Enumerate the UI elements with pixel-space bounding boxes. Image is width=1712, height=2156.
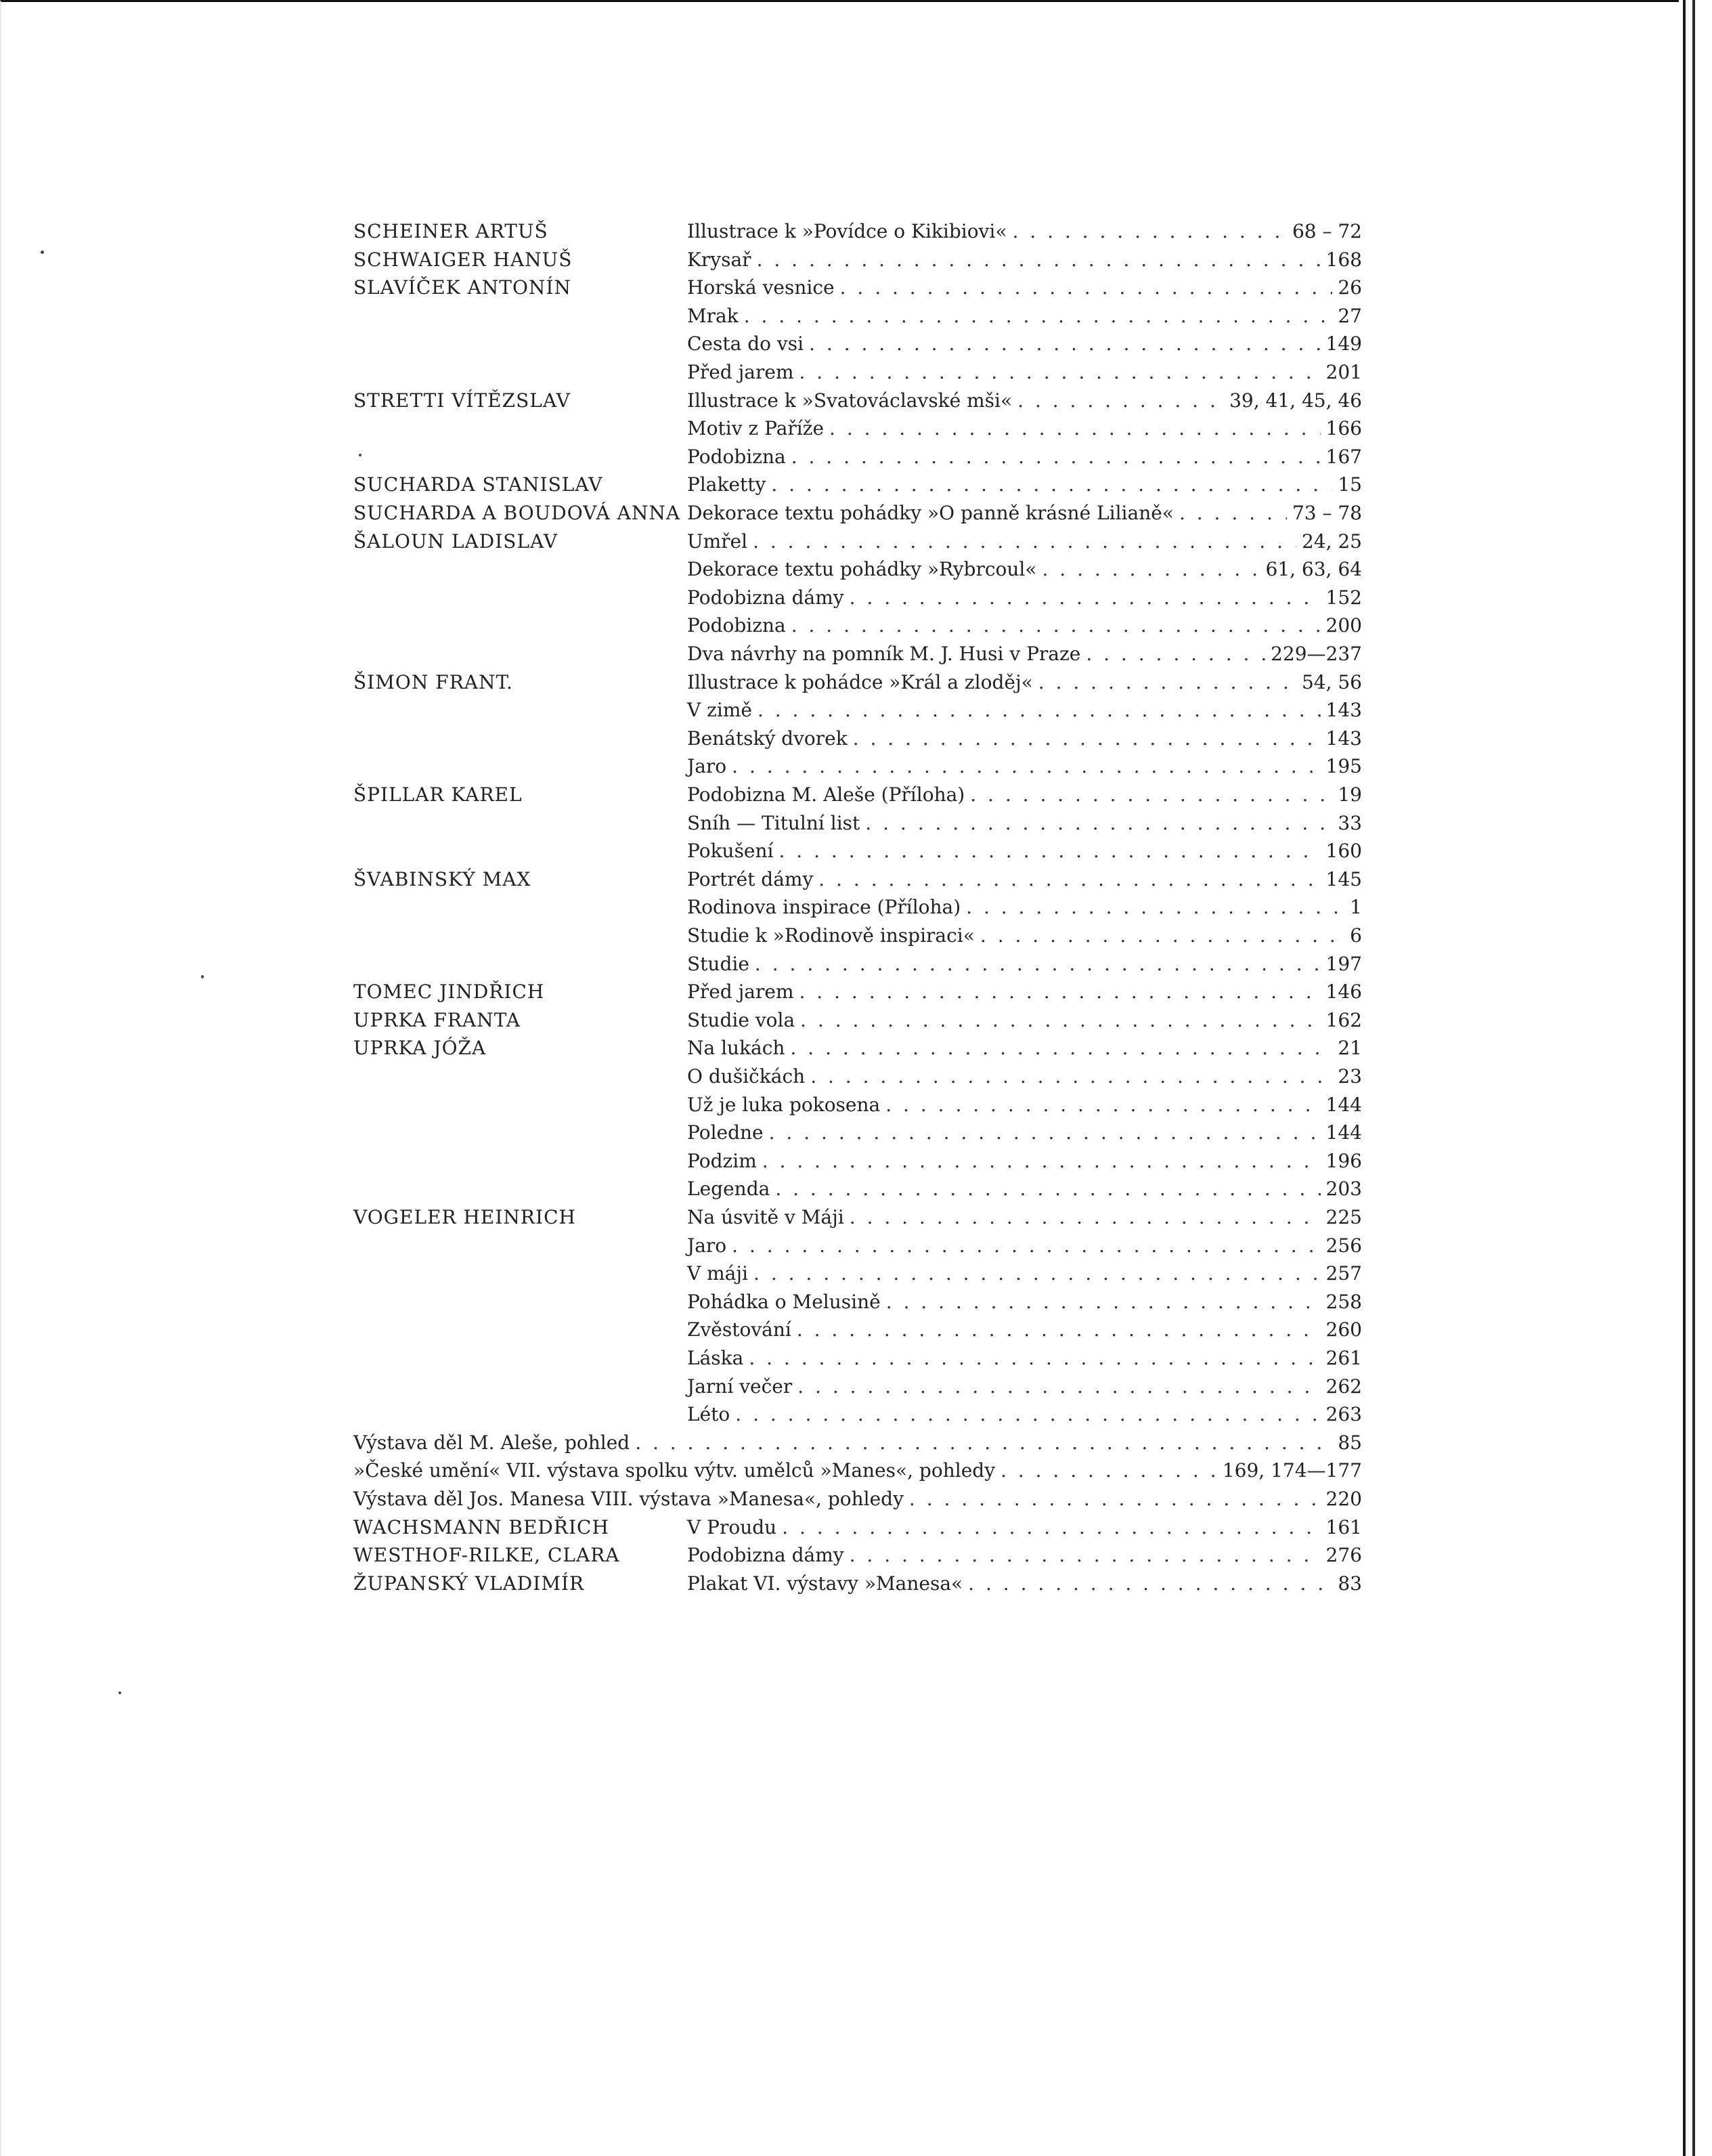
index-row: [353, 612, 1362, 639]
work-title: Poledne: [687, 1121, 764, 1144]
work-title: Cesta do vsi: [687, 332, 804, 355]
page-numbers: 220: [1325, 1488, 1362, 1510]
page-numbers: 166: [1325, 417, 1362, 439]
page-numbers: 15: [1338, 473, 1362, 496]
work-entry: [687, 359, 1362, 386]
work-entry: [687, 951, 1362, 978]
index-row: [353, 1063, 1362, 1090]
work-entry: [687, 753, 1362, 780]
artist-name: ŽUPANSKÝ VLADIMÍR: [353, 1572, 585, 1595]
work-entry: [687, 1035, 1362, 1062]
dot-leader: [771, 471, 1332, 498]
index-row: [353, 1514, 1362, 1541]
work-title: Podobizna dámy: [687, 586, 844, 609]
index-row: [353, 810, 1362, 837]
page-numbers: 225: [1325, 1206, 1362, 1228]
index-row: [353, 753, 1362, 780]
work-entry: [687, 246, 1362, 274]
page-numbers: 143: [1325, 699, 1362, 721]
index-row: [353, 951, 1362, 978]
index-row: [353, 444, 1362, 471]
work-title: V máji: [687, 1262, 749, 1285]
work-title: Před jarem: [687, 361, 794, 383]
index-row: [353, 1035, 1362, 1062]
page-numbers: 152: [1325, 586, 1362, 609]
work-entry: [687, 1401, 1362, 1428]
index-row: [353, 1345, 1362, 1372]
work-title: Zvěstování: [687, 1318, 791, 1341]
dot-leader: [1179, 500, 1287, 527]
dot-leader: [809, 330, 1321, 358]
dot-leader: [800, 1007, 1320, 1034]
dot-leader: [799, 359, 1321, 386]
dot-leader: [1001, 1457, 1217, 1484]
work-entry: [687, 725, 1362, 752]
work-title: Podobizna: [687, 446, 786, 468]
page-numbers: 262: [1325, 1375, 1362, 1398]
index-row: [353, 528, 1362, 555]
page-numbers: 6: [1350, 924, 1362, 947]
dot-leader: [775, 1176, 1320, 1203]
work-entry: [687, 838, 1362, 865]
work-entry: [353, 1457, 1362, 1484]
dot-leader: [749, 1345, 1320, 1372]
page-numbers: 26: [1338, 276, 1362, 299]
artist-name: VOGELER HEINRICH: [353, 1206, 576, 1228]
dot-leader: [885, 1092, 1320, 1119]
dot-leader: [1017, 387, 1224, 414]
index-row: [353, 1373, 1362, 1400]
work-entry: [687, 810, 1362, 837]
page-numbers: 162: [1325, 1009, 1362, 1031]
page-numbers: 68 – 72: [1292, 220, 1362, 242]
page-numbers: 200: [1325, 614, 1362, 637]
index-row: [353, 641, 1362, 668]
dot-leader: [744, 303, 1333, 330]
work-entry: [687, 1345, 1362, 1372]
dot-leader: [840, 274, 1333, 301]
index-row: [353, 359, 1362, 386]
page-numbers: 61, 63, 64: [1265, 558, 1362, 580]
work-title: Podzim: [687, 1150, 757, 1172]
dot-leader: [865, 810, 1332, 837]
work-entry: [687, 415, 1362, 442]
work-title: Illustrace k pohádce »Král a zloděj«: [687, 671, 1033, 693]
page-numbers: 229—237: [1271, 643, 1362, 665]
work-title: Jarní večer: [687, 1375, 793, 1398]
index-row: [353, 866, 1362, 893]
index-row: [353, 303, 1362, 330]
work-title: Před jarem: [687, 980, 794, 1003]
dot-leader: [850, 1204, 1321, 1231]
work-entry: [687, 1204, 1362, 1231]
work-title: Sníh — Titulní list: [687, 812, 860, 834]
index-row: [353, 415, 1362, 442]
page-numbers: 144: [1325, 1121, 1362, 1144]
dot-leader: [753, 528, 1296, 555]
work-entry: [687, 471, 1362, 498]
work-entry: [687, 1260, 1362, 1287]
index-row: [353, 387, 1362, 414]
work-title: Studie k »Rodinově inspiraci«: [687, 924, 975, 947]
work-entry: [687, 274, 1362, 301]
work-entry: [687, 1316, 1362, 1343]
dot-leader: [797, 1316, 1321, 1343]
work-title: Plaketty: [687, 473, 766, 496]
book-binding-edge: [1679, 0, 1712, 2156]
dot-leader: [818, 866, 1320, 893]
page-numbers: 85: [1338, 1431, 1362, 1454]
page-numbers: 144: [1325, 1094, 1362, 1116]
artist-name: ŠIMON FRANT.: [353, 671, 513, 693]
index-row: [353, 1260, 1362, 1287]
index-row: [353, 1176, 1362, 1203]
index-row: [353, 1570, 1362, 1597]
index-row: [353, 584, 1362, 611]
dot-leader: [782, 1514, 1320, 1541]
index-row: [353, 556, 1362, 583]
work-title: Podobizna: [687, 614, 786, 637]
page-numbers: 197: [1325, 953, 1362, 975]
work-title: Podobizna dámy: [687, 1544, 844, 1566]
work-entry: [687, 1176, 1362, 1203]
dot-leader: [755, 951, 1321, 978]
dot-leader: [757, 246, 1321, 274]
dot-leader: [769, 1119, 1321, 1146]
dot-leader: [1042, 556, 1260, 583]
page-numbers: 257: [1325, 1262, 1362, 1285]
index-row: [353, 1204, 1362, 1231]
page-numbers: 256: [1325, 1234, 1362, 1257]
index-row: [353, 1007, 1362, 1034]
index-row: [353, 330, 1362, 358]
artist-name: SCHWAIGER HANUŠ: [353, 249, 573, 271]
scan-speck: [41, 251, 44, 254]
work-entry: [687, 500, 1362, 527]
index-row: [353, 1119, 1362, 1146]
page-numbers: 33: [1338, 812, 1362, 834]
index-row: [353, 1429, 1362, 1457]
index-row: [353, 894, 1362, 921]
dot-leader: [791, 612, 1321, 639]
work-entry: [687, 330, 1362, 358]
dot-leader: [1012, 218, 1286, 245]
page-numbers: 169, 174—177: [1222, 1459, 1362, 1482]
dot-leader: [799, 978, 1321, 1006]
page-numbers: 261: [1325, 1347, 1362, 1369]
work-title: Výstava děl Jos. Manesa VIII. výstava »Manesa«, pohledy: [353, 1488, 904, 1510]
dot-leader: [797, 1373, 1320, 1400]
work-entry: [687, 444, 1362, 471]
work-title: Na lukách: [687, 1037, 785, 1059]
work-entry: [353, 1486, 1362, 1513]
work-entry: [687, 1542, 1362, 1569]
artist-name: ŠPILLAR KAREL: [353, 783, 523, 806]
dot-leader: [790, 1035, 1332, 1062]
page-numbers: 23: [1338, 1065, 1362, 1087]
work-entry: [687, 1570, 1362, 1597]
page-numbers: 146: [1325, 980, 1362, 1003]
page-numbers: 149: [1325, 332, 1362, 355]
dot-leader: [762, 1148, 1321, 1175]
artist-name: TOMEC JINDŘICH: [353, 980, 545, 1003]
work-entry: [687, 303, 1362, 330]
page-numbers: 160: [1325, 840, 1362, 862]
dot-leader: [829, 415, 1321, 442]
artist-name: STRETTI VÍTĚZSLAV: [353, 389, 571, 412]
work-title: Pohádka o Melusině: [687, 1291, 881, 1313]
work-entry: [687, 866, 1362, 893]
work-title: Podobizna M. Aleše (Příloha): [687, 783, 965, 806]
work-title: Krysař: [687, 249, 751, 271]
work-title: V zimě: [687, 699, 752, 721]
work-title: Dva návrhy na pomník M. J. Husi v Praze: [687, 643, 1081, 665]
dot-leader: [980, 922, 1344, 949]
index-row: [353, 781, 1362, 808]
work-title: Láska: [687, 1347, 744, 1369]
page-numbers: 168: [1325, 249, 1362, 271]
work-entry: [687, 641, 1362, 668]
work-entry: [687, 218, 1362, 245]
index-row: [353, 697, 1362, 724]
page-numbers: 145: [1325, 868, 1362, 890]
work-title: Motiv z Paříže: [687, 417, 825, 439]
work-title: Na úsvitě v Máji: [687, 1206, 844, 1228]
work-title: Jaro: [687, 755, 727, 777]
index-row: [353, 1457, 1362, 1484]
dot-leader: [853, 725, 1321, 752]
page-numbers: 19: [1338, 783, 1362, 806]
page-numbers: 83: [1338, 1572, 1362, 1595]
work-title: »České umění« VII. výstava spolku výtv. umělců »Manes«, pohledy: [353, 1459, 996, 1482]
index-row: [353, 922, 1362, 949]
work-title: Dekorace textu pohádky »O panně krásné Lilianě«: [687, 502, 1174, 524]
index-row: [353, 471, 1362, 498]
work-title: Plakat VI. výstavy »Manesa«: [687, 1572, 963, 1595]
work-entry: [687, 1063, 1362, 1090]
dot-leader: [791, 444, 1321, 471]
work-title: Portrét dámy: [687, 868, 814, 890]
page-numbers: 167: [1325, 446, 1362, 468]
index-row: [353, 1148, 1362, 1175]
index-row: [353, 1316, 1362, 1343]
work-title: Jaro: [687, 1234, 727, 1257]
index-row: [353, 1232, 1362, 1259]
page-numbers: 195: [1325, 755, 1362, 777]
artist-name: UPRKA JÓŽA: [353, 1037, 487, 1059]
scan-speck: [201, 975, 204, 978]
work-title: Rodinova inspirace (Příloha): [687, 896, 961, 918]
work-entry: [687, 1232, 1362, 1259]
work-entry: [687, 894, 1362, 921]
page-numbers: 263: [1325, 1403, 1362, 1425]
work-entry: [687, 922, 1362, 949]
page-numbers: 73 – 78: [1292, 502, 1362, 524]
work-title: Studie vola: [687, 1009, 795, 1031]
artist-name: UPRKA FRANTA: [353, 1009, 521, 1031]
page-numbers: 201: [1325, 361, 1362, 383]
index-row: [353, 669, 1362, 696]
dot-leader: [966, 894, 1344, 921]
artist-name: SUCHARDA STANISLAV: [353, 473, 603, 496]
work-entry: [687, 584, 1362, 611]
work-title: Illustrace k »Povídce o Kikibiovi«: [687, 220, 1007, 242]
artist-name: ŠVABINSKÝ MAX: [353, 868, 531, 890]
artist-name: SCHEINER ARTUŠ: [353, 220, 548, 242]
scan-speck: [359, 454, 361, 456]
index-row: [353, 1542, 1362, 1569]
work-entry: [353, 1429, 1362, 1457]
work-entry: [687, 1119, 1362, 1146]
dot-leader: [1038, 669, 1296, 696]
artist-name: SLAVÍČEK ANTONÍN: [353, 276, 571, 299]
page-numbers: 196: [1325, 1150, 1362, 1172]
work-entry: [687, 1373, 1362, 1400]
artist-name: WACHSMANN BEDŘICH: [353, 1516, 609, 1538]
work-title: Léto: [687, 1403, 730, 1425]
page-numbers: 24, 25: [1301, 530, 1362, 553]
index-row: [353, 1092, 1362, 1119]
work-title: Už je luka pokosena: [687, 1094, 881, 1116]
work-title: O dušičkách: [687, 1065, 806, 1087]
dot-leader: [758, 697, 1321, 724]
work-entry: [687, 528, 1362, 555]
work-title: Illustrace k »Svatováclavské mši«: [687, 389, 1013, 412]
page-numbers: 161: [1325, 1516, 1362, 1538]
work-entry: [687, 612, 1362, 639]
index-row: [353, 1486, 1362, 1513]
dot-leader: [970, 781, 1332, 808]
work-title: Studie: [687, 953, 749, 975]
work-entry: [687, 978, 1362, 1006]
work-title: Benátský dvorek: [687, 727, 848, 750]
work-entry: [687, 697, 1362, 724]
dot-leader: [779, 838, 1321, 865]
index-row: [353, 246, 1362, 274]
dot-leader: [850, 584, 1321, 611]
page-numbers: 143: [1325, 727, 1362, 750]
work-entry: [687, 781, 1362, 808]
dot-leader: [1086, 641, 1265, 668]
dot-leader: [886, 1289, 1321, 1316]
dot-leader: [753, 1260, 1321, 1287]
work-title: Umřel: [687, 530, 748, 553]
work-entry: [687, 387, 1362, 414]
scan-speck: [118, 1691, 121, 1694]
page-numbers: 21: [1338, 1037, 1362, 1059]
dot-leader: [850, 1542, 1321, 1569]
index-row: [353, 1289, 1362, 1316]
work-entry: [687, 1148, 1362, 1175]
artist-name: SUCHARDA A BOUDOVÁ ANNA: [353, 502, 681, 524]
dot-leader: [909, 1486, 1321, 1513]
index-row: [353, 725, 1362, 752]
dot-leader: [735, 1401, 1320, 1428]
dot-leader: [732, 1232, 1320, 1259]
work-entry: [687, 1289, 1362, 1316]
page-numbers: 1: [1350, 896, 1362, 918]
work-title: Výstava děl M. Aleše, pohled: [353, 1431, 630, 1454]
work-entry: [687, 556, 1362, 583]
work-title: Dekorace textu pohádky »Rybrcoul«: [687, 558, 1037, 580]
dot-leader: [968, 1570, 1332, 1597]
work-title: V Proudu: [687, 1516, 777, 1538]
artist-name: ŠALOUN LADISLAV: [353, 530, 558, 553]
work-entry: [687, 669, 1362, 696]
work-title: Horská vesnice: [687, 276, 835, 299]
work-entry: [687, 1092, 1362, 1119]
page-numbers: 258: [1325, 1291, 1362, 1313]
page-numbers: 260: [1325, 1318, 1362, 1341]
page-numbers: 276: [1325, 1544, 1362, 1566]
dot-leader: [732, 753, 1320, 780]
page-numbers: 203: [1325, 1178, 1362, 1200]
index-row: [353, 978, 1362, 1006]
index-row: [353, 1401, 1362, 1428]
dot-leader: [635, 1429, 1332, 1457]
artist-name: WESTHOF-RILKE, CLARA: [353, 1544, 620, 1566]
work-title: Mrak: [687, 305, 739, 327]
index-row: [353, 218, 1362, 245]
work-title: Legenda: [687, 1178, 770, 1200]
work-entry: [687, 1007, 1362, 1034]
work-title: Pokušení: [687, 840, 774, 862]
index-row: [353, 274, 1362, 301]
work-entry: [687, 1514, 1362, 1541]
page-numbers: 54, 56: [1301, 671, 1362, 693]
index-row: [353, 838, 1362, 865]
index-row: [353, 500, 1362, 527]
page-numbers: 39, 41, 45, 46: [1229, 389, 1362, 412]
dot-leader: [810, 1063, 1332, 1090]
page-numbers: 27: [1338, 305, 1362, 327]
